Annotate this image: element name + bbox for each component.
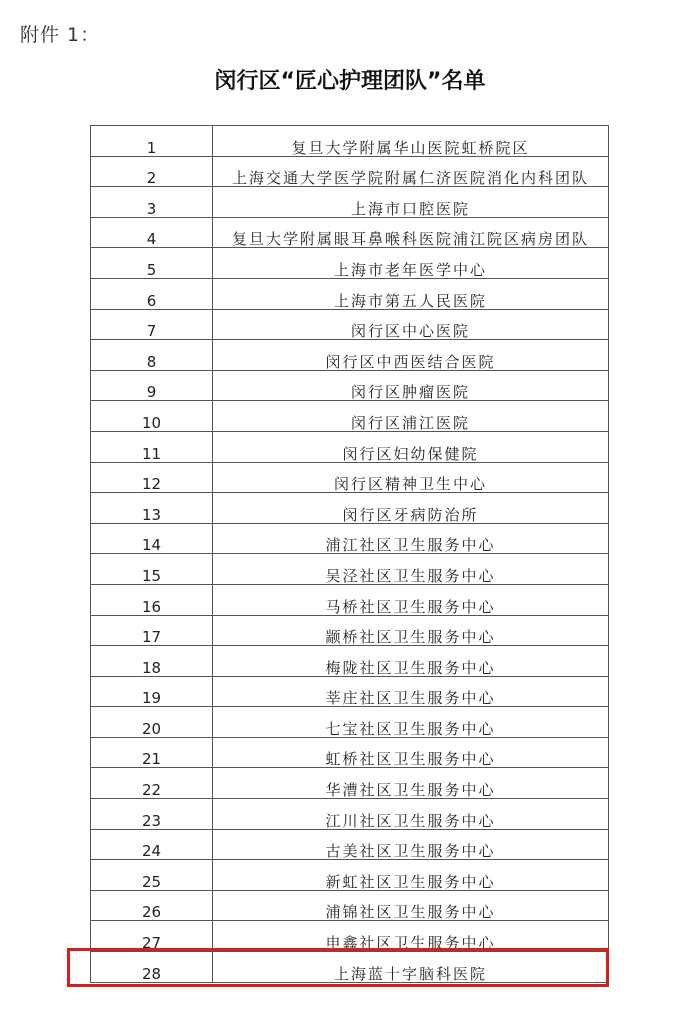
table-row xyxy=(91,462,609,493)
table-row xyxy=(91,431,609,462)
row-organization-name: 申鑫社区卫生服务中心 xyxy=(213,921,609,952)
row-organization-name: 新虹社区卫生服务中心 xyxy=(213,860,609,891)
table-row xyxy=(91,768,609,799)
table-row xyxy=(91,248,609,279)
row-number: 24 xyxy=(91,829,213,860)
row-number: 26 xyxy=(91,890,213,921)
row-organization-name: 梅陇社区卫生服务中心 xyxy=(213,646,609,677)
row-organization-name: 上海市口腔医院 xyxy=(213,187,609,218)
row-organization-name: 闵行区牙病防治所 xyxy=(213,493,609,524)
table-row xyxy=(91,217,609,248)
table-row xyxy=(91,156,609,187)
row-organization-name: 闵行区中西医结合医院 xyxy=(213,340,609,371)
row-organization-name: 上海蓝十字脑科医院 xyxy=(213,952,609,983)
row-organization-name: 上海市老年医学中心 xyxy=(213,248,609,279)
table-row xyxy=(91,921,609,952)
table-row xyxy=(91,126,609,157)
row-number: 10 xyxy=(91,401,213,432)
row-number: 16 xyxy=(91,584,213,615)
row-organization-name: 闵行区妇幼保健院 xyxy=(213,431,609,462)
table-row xyxy=(91,523,609,554)
table-row xyxy=(91,860,609,891)
row-number: 5 xyxy=(91,248,213,279)
row-number: 23 xyxy=(91,799,213,830)
row-number: 14 xyxy=(91,523,213,554)
row-organization-name: 闵行区浦江医院 xyxy=(213,401,609,432)
table-row xyxy=(91,493,609,524)
table-row xyxy=(91,309,609,340)
row-number: 18 xyxy=(91,646,213,677)
team-list-body xyxy=(91,126,609,983)
row-number: 15 xyxy=(91,554,213,585)
table-row xyxy=(91,187,609,218)
row-number: 4 xyxy=(91,217,213,248)
table-row xyxy=(91,554,609,585)
row-number: 27 xyxy=(91,921,213,952)
table-row xyxy=(91,278,609,309)
row-number: 20 xyxy=(91,707,213,738)
row-organization-name: 上海交通大学医学院附属仁济医院消化内科团队 xyxy=(213,156,609,187)
table-row xyxy=(91,890,609,921)
table-row xyxy=(91,370,609,401)
row-number: 28 xyxy=(91,952,213,983)
table-row xyxy=(91,737,609,768)
row-organization-name: 马桥社区卫生服务中心 xyxy=(213,584,609,615)
row-organization-name: 古美社区卫生服务中心 xyxy=(213,829,609,860)
table-row xyxy=(91,829,609,860)
row-organization-name: 闵行区中心医院 xyxy=(213,309,609,340)
row-organization-name: 江川社区卫生服务中心 xyxy=(213,799,609,830)
table-row xyxy=(91,340,609,371)
table-row xyxy=(91,615,609,646)
row-organization-name: 上海市第五人民医院 xyxy=(213,278,609,309)
table-row xyxy=(91,584,609,615)
row-number: 3 xyxy=(91,187,213,218)
row-number: 13 xyxy=(91,493,213,524)
row-organization-name: 莘庄社区卫生服务中心 xyxy=(213,676,609,707)
row-number: 17 xyxy=(91,615,213,646)
team-list-table xyxy=(90,125,609,983)
row-organization-name: 华漕社区卫生服务中心 xyxy=(213,768,609,799)
row-organization-name: 颛桥社区卫生服务中心 xyxy=(213,615,609,646)
row-organization-name: 闵行区肿瘤医院 xyxy=(213,370,609,401)
table-row xyxy=(91,799,609,830)
page-title: 闵行区“匠心护理团队”名单 xyxy=(214,69,486,94)
row-number: 8 xyxy=(91,340,213,371)
row-number: 2 xyxy=(91,156,213,187)
table-row xyxy=(91,676,609,707)
row-organization-name: 闵行区精神卫生中心 xyxy=(213,462,609,493)
row-organization-name: 复旦大学附属华山医院虹桥院区 xyxy=(213,126,609,157)
row-number: 21 xyxy=(91,737,213,768)
row-number: 19 xyxy=(91,676,213,707)
row-number: 1 xyxy=(91,126,213,157)
table-row xyxy=(91,646,609,677)
row-number: 22 xyxy=(91,768,213,799)
attachment-label: 附件 1： xyxy=(20,24,101,46)
highlight-box xyxy=(67,948,609,987)
row-number: 6 xyxy=(91,278,213,309)
row-number: 12 xyxy=(91,462,213,493)
row-organization-name: 复旦大学附属眼耳鼻喉科医院浦江院区病房团队 xyxy=(213,217,609,248)
row-organization-name: 浦江社区卫生服务中心 xyxy=(213,523,609,554)
row-organization-name: 吴泾社区卫生服务中心 xyxy=(213,554,609,585)
row-number: 11 xyxy=(91,431,213,462)
row-number: 9 xyxy=(91,370,213,401)
row-number: 7 xyxy=(91,309,213,340)
table-row xyxy=(91,401,609,432)
row-organization-name: 七宝社区卫生服务中心 xyxy=(213,707,609,738)
table-row xyxy=(91,707,609,738)
row-organization-name: 虹桥社区卫生服务中心 xyxy=(213,737,609,768)
row-number: 25 xyxy=(91,860,213,891)
row-organization-name: 浦锦社区卫生服务中心 xyxy=(213,890,609,921)
